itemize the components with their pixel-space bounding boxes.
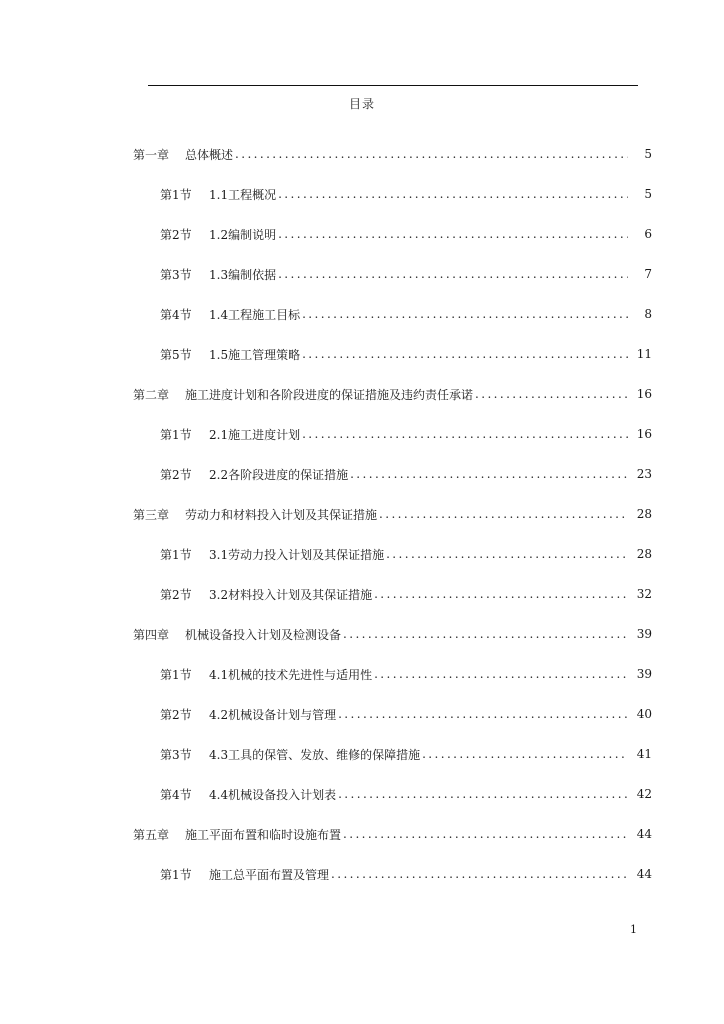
toc-entry-number: 第4节 — [160, 787, 192, 802]
toc-entry-title: 1.2编制说明 — [209, 227, 277, 242]
toc-entry-page: 16 — [636, 387, 652, 401]
toc-dot-leader — [422, 747, 628, 761]
toc-entry-page: 41 — [636, 747, 652, 761]
toc-entry-page: 28 — [636, 547, 652, 561]
toc-entry-title: 3.2材料投入计划及其保证措施 — [209, 587, 373, 602]
toc-entry-number: 第1节 — [160, 867, 192, 882]
toc-entry-title: 1.1工程概况 — [209, 187, 277, 202]
toc-chapter-entry[interactable] — [0, 814, 724, 854]
toc-dot-leader — [302, 347, 628, 361]
toc-dot-leader — [278, 187, 628, 201]
toc-dot-leader — [278, 227, 628, 241]
table-of-contents — [0, 134, 724, 894]
toc-entry-page: 5 — [644, 147, 652, 161]
toc-entry-title: 劳动力和材料投入计划及其保证措施 — [185, 507, 378, 522]
toc-chapter-entry[interactable] — [0, 614, 724, 654]
toc-entry-title: 1.3编制依据 — [209, 267, 277, 282]
toc-entry-title: 机械设备投入计划及检测设备 — [185, 627, 342, 642]
toc-entry-title: 总体概述 — [185, 147, 234, 162]
toc-entry-title: 4.2机械设备计划与管理 — [209, 707, 337, 722]
toc-section-entry[interactable] — [0, 454, 724, 494]
toc-section-entry[interactable] — [0, 734, 724, 774]
toc-entry-number: 第3节 — [160, 267, 192, 282]
toc-dot-leader — [278, 267, 628, 281]
toc-dot-leader — [338, 707, 628, 721]
toc-entry-title: 施工总平面布置及管理 — [209, 867, 330, 882]
toc-dot-leader — [475, 387, 628, 401]
header-rule — [148, 85, 638, 86]
toc-entry-number: 第二章 — [133, 387, 170, 402]
toc-section-entry[interactable] — [0, 774, 724, 814]
toc-entry-page: 16 — [636, 427, 652, 441]
toc-entry-title: 4.1机械的技术先进性与适用性 — [209, 667, 373, 682]
toc-section-entry[interactable] — [0, 254, 724, 294]
toc-section-entry[interactable] — [0, 694, 724, 734]
toc-entry-page: 11 — [636, 347, 652, 361]
toc-entry-page: 5 — [644, 187, 652, 201]
toc-entry-title: 4.4机械设备投入计划表 — [209, 787, 337, 802]
toc-entry-page: 42 — [636, 787, 652, 801]
toc-section-entry[interactable] — [0, 854, 724, 894]
toc-dot-leader — [338, 787, 628, 801]
toc-chapter-entry[interactable] — [0, 494, 724, 534]
toc-entry-page: 44 — [636, 867, 652, 881]
toc-entry-number: 第5节 — [160, 347, 192, 362]
toc-entry-number: 第1节 — [160, 547, 192, 562]
toc-section-entry[interactable] — [0, 294, 724, 334]
toc-title: 目录 — [348, 97, 375, 111]
toc-entry-page: 40 — [636, 707, 652, 721]
toc-dot-leader — [343, 627, 628, 641]
toc-entry-page: 32 — [636, 587, 652, 601]
toc-dot-leader — [331, 867, 628, 881]
page-number: 1 — [630, 923, 637, 936]
toc-entry-number: 第2节 — [160, 227, 192, 242]
toc-section-entry[interactable] — [0, 414, 724, 454]
toc-chapter-entry[interactable] — [0, 134, 724, 174]
toc-section-entry[interactable] — [0, 174, 724, 214]
toc-chapter-entry[interactable] — [0, 374, 724, 414]
toc-dot-leader — [302, 307, 628, 321]
toc-section-entry[interactable] — [0, 534, 724, 574]
toc-entry-number: 第1节 — [160, 427, 192, 442]
toc-entry-page: 28 — [636, 507, 652, 521]
toc-section-entry[interactable] — [0, 574, 724, 614]
toc-entry-number: 第三章 — [133, 507, 170, 522]
toc-dot-leader — [374, 667, 628, 681]
toc-entry-page: 8 — [644, 307, 652, 321]
toc-entry-number: 第五章 — [133, 827, 170, 842]
toc-entry-page: 39 — [636, 627, 652, 641]
toc-dot-leader — [379, 507, 628, 521]
toc-entry-number: 第1节 — [160, 667, 192, 682]
toc-entry-title: 4.3工具的保管、发放、维修的保障措施 — [209, 747, 421, 762]
toc-dot-leader — [386, 547, 628, 561]
toc-section-entry[interactable] — [0, 214, 724, 254]
toc-entry-title: 施工平面布置和临时设施布置 — [185, 827, 342, 842]
toc-entry-number: 第一章 — [133, 147, 170, 162]
toc-entry-number: 第1节 — [160, 187, 192, 202]
toc-entry-title: 1.4工程施工目标 — [209, 307, 301, 322]
toc-dot-leader — [374, 587, 628, 601]
toc-entry-title: 施工进度计划和各阶段进度的保证措施及违约责任承诺 — [185, 387, 474, 402]
toc-entry-page: 7 — [644, 267, 652, 281]
toc-entry-number: 第3节 — [160, 747, 192, 762]
toc-section-entry[interactable] — [0, 654, 724, 694]
toc-entry-page: 39 — [636, 667, 652, 681]
toc-entry-title: 2.1施工进度计划 — [209, 427, 301, 442]
toc-entry-number: 第2节 — [160, 707, 192, 722]
toc-entry-number: 第2节 — [160, 587, 192, 602]
toc-entry-title: 1.5施工管理策略 — [209, 347, 301, 362]
toc-entry-page: 6 — [644, 227, 652, 241]
toc-entry-title: 2.2各阶段进度的保证措施 — [209, 467, 349, 482]
toc-dot-leader — [235, 147, 628, 161]
toc-entry-page: 23 — [636, 467, 652, 481]
toc-dot-leader — [350, 467, 628, 481]
toc-section-entry[interactable] — [0, 334, 724, 374]
toc-entry-page: 44 — [636, 827, 652, 841]
toc-entry-number: 第4节 — [160, 307, 192, 322]
toc-dot-leader — [343, 827, 628, 841]
toc-entry-number: 第四章 — [133, 627, 170, 642]
toc-dot-leader — [302, 427, 628, 441]
toc-entry-title: 3.1劳动力投入计划及其保证措施 — [209, 547, 385, 562]
toc-entry-number: 第2节 — [160, 467, 192, 482]
